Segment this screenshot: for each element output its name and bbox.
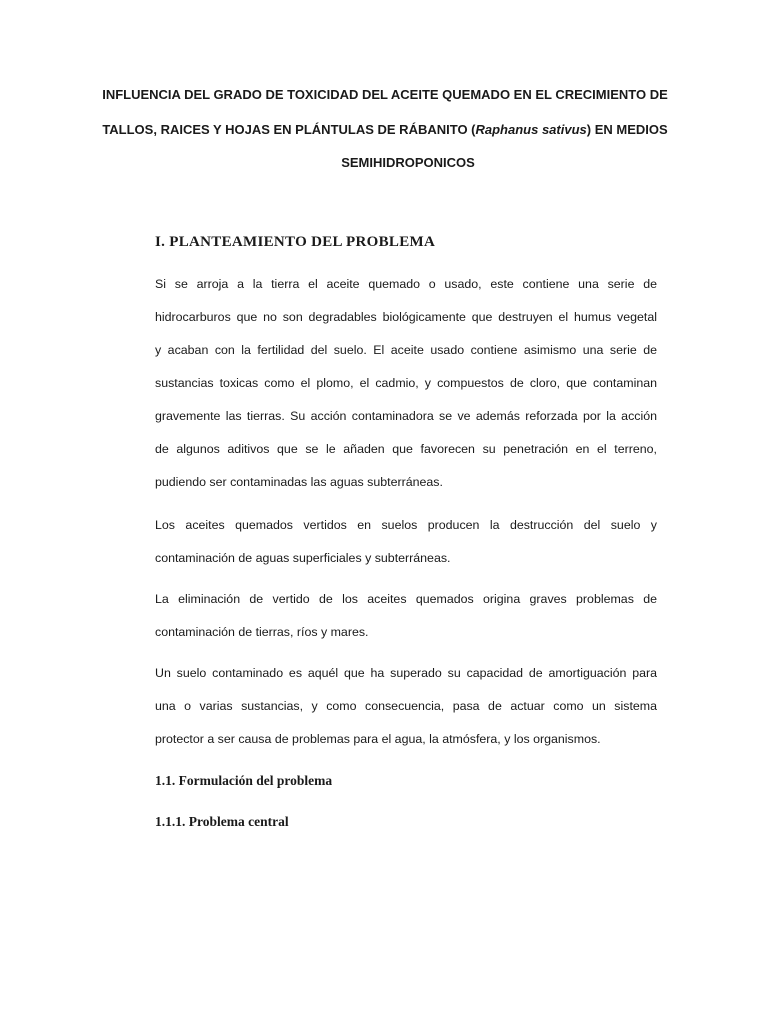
paragraph-line: sustancias toxicas como el plomo, el cadmio, y compuestos de cloro, que contaminan [155,376,657,390]
paragraph-line: pudiendo ser contaminadas las aguas subterráneas. [155,475,443,489]
paragraph-1 [155,268,657,499]
paragraph-line: contaminación de tierras, ríos y mares. [155,625,369,639]
subheading-problema-central: 1.1.1. Problema central [155,814,289,829]
document-title-line-2 [80,122,690,137]
paragraph-2 [155,509,657,575]
paragraph-line: Si se arroja a la tierra el aceite quemado o usado, este contiene una serie de [155,277,657,291]
section-heading: I. PLANTEAMIENTO DEL PROBLEMA [155,234,436,250]
species-name: Raphanus sativus [475,122,587,137]
paragraph-line: gravemente las tierras. Su acción contaminadora se ve además reforzada por la acción [155,409,657,423]
paragraph-4 [155,657,657,756]
subheading-formulacion: 1.1. Formulación del problema [155,773,333,788]
paragraph-line: contaminación de aguas superficiales y subterráneas. [155,551,451,565]
paragraph-line: una o varias sustancias, y como consecuencia, pasa de actuar como un sistema [155,699,657,713]
paragraph-line: de algunos aditivos que se le añaden que favorecen su penetración en el terreno, [155,442,657,456]
document-title-line-3: SEMIHIDROPONICOS [341,155,475,170]
paragraph-line: protector a ser causa de problemas para el agua, la atmósfera, y los organismos. [155,732,601,746]
paragraph-line: hidrocarburos que no son degradables biológicamente que destruyen el humus vegetal [155,310,657,324]
paragraph-line: y acaban con la fertilidad del suelo. El aceite usado contiene asimismo una serie de [155,343,657,357]
title-line-2-end: ) EN MEDIOS [586,122,668,137]
document-title-line-1: INFLUENCIA DEL GRADO DE TOXICIDAD DEL ACEITE QUEMADO EN EL CRECIMIENTO DE [102,87,668,102]
paragraph-line: La eliminación de vertido de los aceites quemados origina graves problemas de [155,592,657,606]
paragraph-3 [155,583,657,649]
paragraph-line: Un suelo contaminado es aquél que ha superado su capacidad de amortiguación para [155,666,657,680]
title-line-2-start: TALLOS, RAICES Y HOJAS EN PLÁNTULAS DE RÁBANITO ( [102,122,476,137]
paragraph-line: Los aceites quemados vertidos en suelos producen la destrucción del suelo y [155,518,657,532]
